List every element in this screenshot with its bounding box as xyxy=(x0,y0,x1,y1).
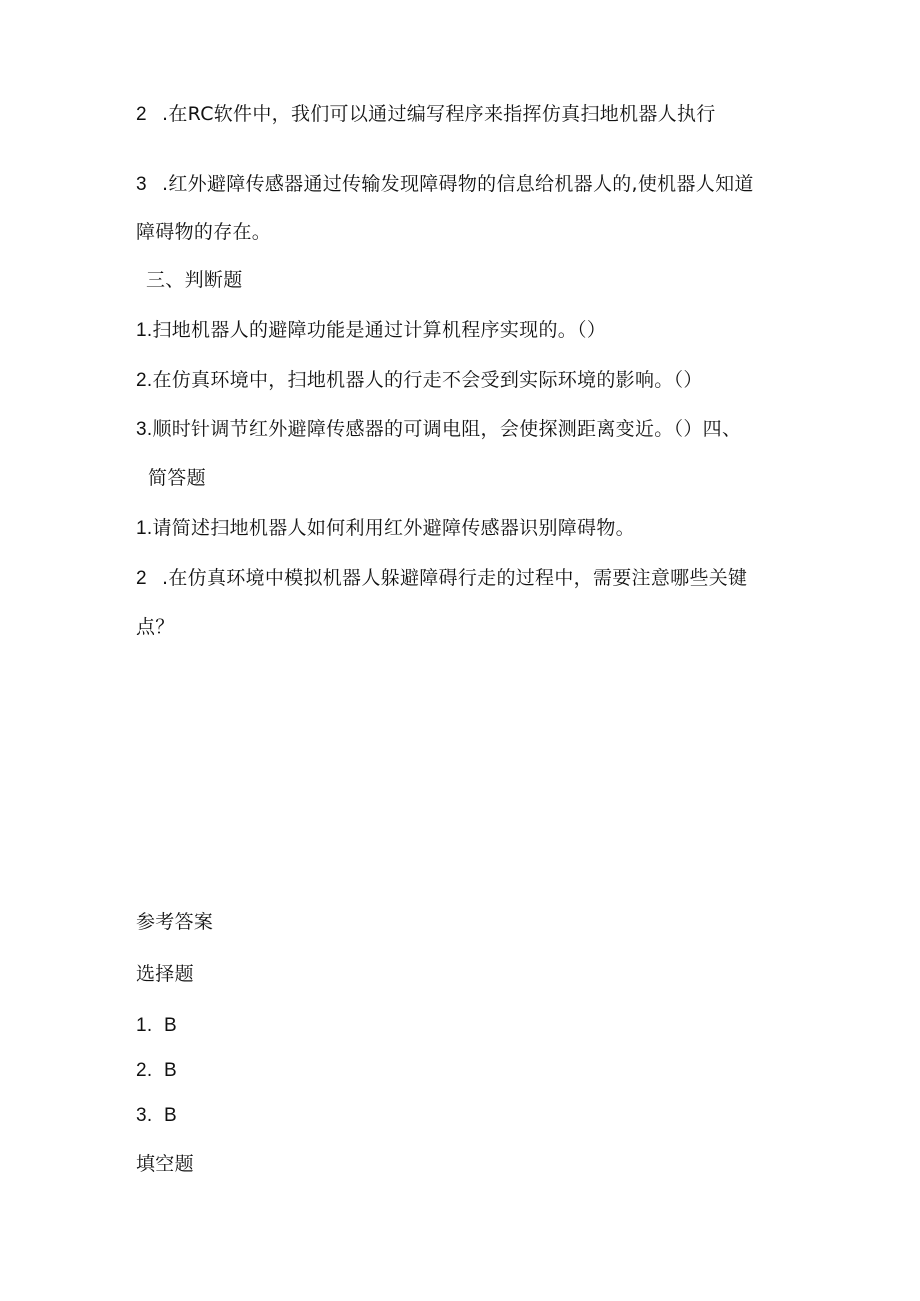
question-text: 请简述扫地机器人如何利用红外避障传感器识别障碍物。 xyxy=(152,517,635,539)
question-text: 扫地机器人的避障功能是通过计算机程序实现的。（） xyxy=(152,319,607,341)
answer-value: B xyxy=(164,1105,177,1126)
short-answer-item-1 xyxy=(136,516,635,541)
answers-heading: 参考答案 xyxy=(136,911,214,933)
question-number: 1. xyxy=(136,518,153,539)
question-text: .在仿真环境中模拟机器人躲避障碍行走的过程中，需要注意哪些关键 xyxy=(162,567,748,589)
fill-blank-q3 xyxy=(136,172,754,197)
judgment-item-3 xyxy=(136,417,741,442)
question-text-continued: 障碍物的存在。 xyxy=(136,221,272,243)
question-number: 2 xyxy=(136,104,147,125)
short-answer-item-2 xyxy=(136,566,747,591)
question-text: .红外避障传感器通过传输发现障碍物的信息给机器人的,使机器人知道 xyxy=(162,173,754,195)
choice-answer-1 xyxy=(136,1013,177,1038)
choice-answer-3 xyxy=(136,1103,177,1128)
question-number: 3. xyxy=(136,419,153,440)
judgment-item-1 xyxy=(136,318,606,343)
answer-number: 3. xyxy=(136,1105,153,1126)
question-number: 3 xyxy=(136,174,147,195)
question-number: 2. xyxy=(136,370,153,391)
question-text: .在RC软件中，我们可以通过编写程序来指挥仿真扫地机器人执行 xyxy=(162,103,716,125)
fill-blank-q3-continued xyxy=(136,220,271,244)
question-number: 1. xyxy=(136,320,153,341)
answer-value: B xyxy=(164,1015,177,1036)
fill-blank-q2 xyxy=(136,102,716,127)
answer-number: 1. xyxy=(136,1015,153,1036)
question-text: 顺时针调节红外避障传感器的可调电阻，会使探测距离变近。（）四、 xyxy=(152,418,742,440)
fill-answers-heading: 填空题 xyxy=(136,1153,194,1175)
question-number: 2 xyxy=(136,568,147,589)
short-answer-item-2-continued xyxy=(136,615,175,639)
choice-answers-heading: 选择题 xyxy=(136,963,194,985)
question-text-continued: 点？ xyxy=(136,616,175,638)
short-answer-heading: 简答题 xyxy=(148,467,206,489)
choice-answer-2 xyxy=(136,1058,177,1083)
judgment-item-2 xyxy=(136,368,703,393)
question-text: 在仿真环境中，扫地机器人的行走不会受到实际环境的影响。（） xyxy=(152,369,703,391)
judgment-heading: 三、判断题 xyxy=(146,269,243,291)
answer-number: 2. xyxy=(136,1060,153,1081)
answer-value: B xyxy=(164,1060,177,1081)
